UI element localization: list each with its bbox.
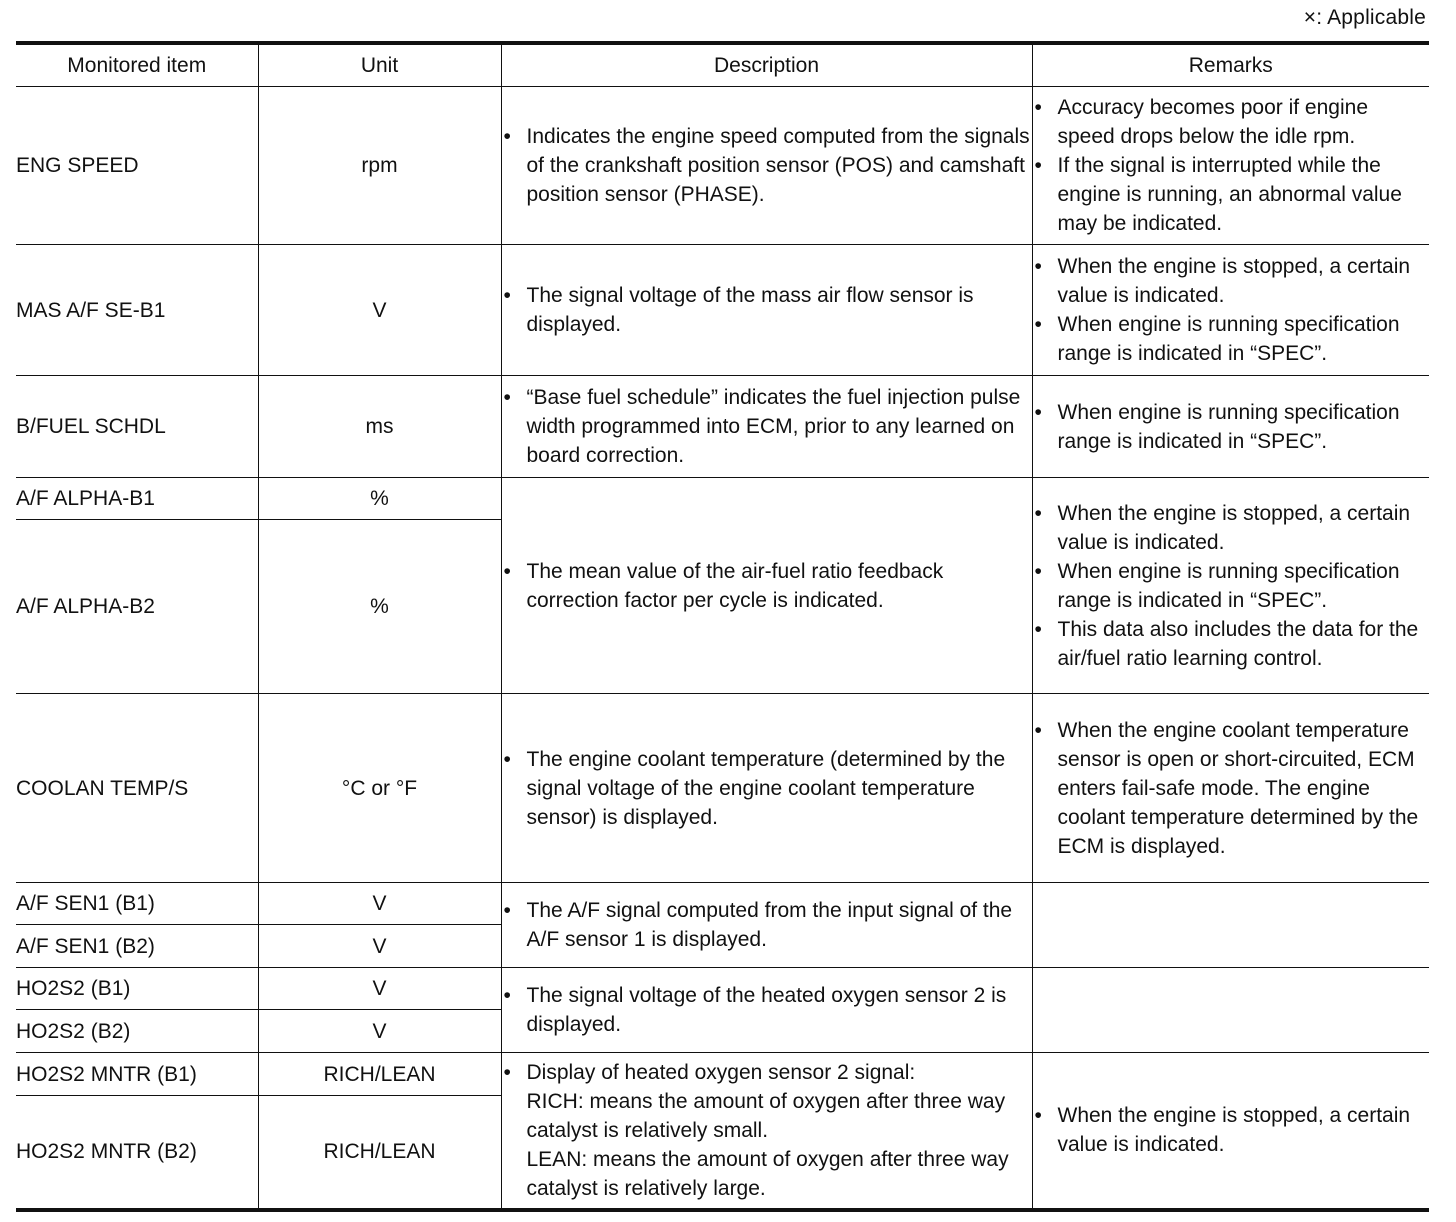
description-cell xyxy=(501,478,1032,694)
remarks-cell xyxy=(1032,1053,1429,1210)
table-row xyxy=(16,87,1429,245)
description-cell xyxy=(501,87,1032,245)
remarks-cell xyxy=(1032,376,1429,478)
description-text: • The signal voltage of the mass air flow sensor is displayed. xyxy=(502,281,1032,339)
table-row xyxy=(16,694,1429,883)
remark-item: • When the engine is stopped, a certain value is indicated. xyxy=(1033,499,1430,557)
remark-item: • When engine is running specification range is indicated in “SPEC”. xyxy=(1033,310,1430,368)
remarks-cell xyxy=(1032,478,1429,694)
unit-cell: V xyxy=(258,883,501,925)
description-cell xyxy=(501,1053,1032,1210)
item-cell: HO2S2 MNTR (B2) xyxy=(16,1096,258,1210)
item-cell: B/FUEL SCHDL xyxy=(16,376,258,478)
unit-cell: V xyxy=(258,968,501,1010)
monitor-items-table xyxy=(16,41,1429,1212)
item-cell: COOLAN TEMP/S xyxy=(16,694,258,883)
remarks-cell xyxy=(1032,694,1429,883)
table-row xyxy=(16,376,1429,478)
description-cell xyxy=(501,968,1032,1053)
description-text: • The signal voltage of the heated oxygen sensor 2 is displayed. xyxy=(502,981,1032,1039)
unit-cell: % xyxy=(258,478,501,520)
table-row xyxy=(16,245,1429,376)
unit-cell: rpm xyxy=(258,87,501,245)
remark-item: • When engine is running specification range is indicated in “SPEC”. xyxy=(1033,557,1430,615)
description-line-lean: LEAN: means the amount of oxygen after three way catalyst is relatively large. xyxy=(526,1147,1009,1200)
header-remarks: Remarks xyxy=(1032,43,1429,87)
remark-item: • This data also includes the data for the air/fuel ratio learning control. xyxy=(1033,615,1430,673)
header-row xyxy=(16,43,1429,87)
table-row xyxy=(16,968,1429,1010)
applicable-legend xyxy=(1304,6,1426,30)
table-row xyxy=(16,883,1429,925)
unit-cell: °C or °F xyxy=(258,694,501,883)
header-monitored-item: Monitored item xyxy=(16,43,258,87)
remark-item: • When the engine is stopped, a certain value is indicated. xyxy=(1033,1101,1430,1159)
header-description: Description xyxy=(501,43,1032,87)
item-cell: A/F ALPHA-B1 xyxy=(16,478,258,520)
description-text xyxy=(502,1058,1032,1203)
description-text: • The A/F signal computed from the input signal of the A/F sensor 1 is displayed. xyxy=(502,896,1032,954)
item-cell: A/F ALPHA-B2 xyxy=(16,520,258,694)
item-cell: HO2S2 MNTR (B1) xyxy=(16,1053,258,1096)
description-line-rich: RICH: means the amount of oxygen after three way catalyst is relatively small. xyxy=(526,1089,1006,1142)
description-cell xyxy=(501,694,1032,883)
description-cell xyxy=(501,883,1032,968)
description-cell xyxy=(501,376,1032,478)
applicable-mark: × xyxy=(1303,6,1317,29)
item-cell: HO2S2 (B2) xyxy=(16,1010,258,1053)
item-cell: MAS A/F SE-B1 xyxy=(16,245,258,376)
description-cell xyxy=(501,245,1032,376)
remark-item: • When engine is running specification range is indicated in “SPEC”. xyxy=(1033,398,1430,456)
remarks-cell xyxy=(1032,245,1429,376)
item-cell: HO2S2 (B1) xyxy=(16,968,258,1010)
unit-cell: ms xyxy=(258,376,501,478)
description-text: • The mean value of the air-fuel ratio feedback correction factor per cycle is indicated. xyxy=(502,557,1032,615)
unit-cell: V xyxy=(258,925,501,968)
description-text: • “Base fuel schedule” indicates the fuel injection pulse width programmed into ECM, prior to any learned on board correction. xyxy=(502,383,1032,470)
description-text: • Indicates the engine speed computed from the signals of the crankshaft position sensor (POS) and camshaft position sensor (PHASE). xyxy=(502,122,1032,209)
unit-cell: RICH/LEAN xyxy=(258,1053,501,1096)
item-cell: A/F SEN1 (B1) xyxy=(16,883,258,925)
remarks-cell xyxy=(1032,883,1429,968)
applicable-text: : Applicable xyxy=(1316,6,1426,29)
unit-cell: % xyxy=(258,520,501,694)
description-text: • The engine coolant temperature (determined by the signal voltage of the engine coolant temperature sensor) is displayed. xyxy=(502,745,1032,832)
remark-item: • If the signal is interrupted while the engine is running, an abnormal value may be indicated. xyxy=(1033,151,1430,238)
remark-item: • Accuracy becomes poor if engine speed drops below the idle rpm. xyxy=(1033,93,1430,151)
unit-cell: V xyxy=(258,245,501,376)
remarks-cell xyxy=(1032,968,1429,1053)
table-row xyxy=(16,478,1429,520)
remark-item: • When the engine is stopped, a certain value is indicated. xyxy=(1033,252,1430,310)
item-cell: ENG SPEED xyxy=(16,87,258,245)
unit-cell: RICH/LEAN xyxy=(258,1096,501,1210)
remark-item: • When the engine coolant temperature sensor is open or short-circuited, ECM enters fail-safe mode. The engine coolant temperature determined by the ECM is displayed. xyxy=(1033,716,1430,861)
description-line: • Display of heated oxygen sensor 2 signal: xyxy=(526,1060,916,1084)
table-row xyxy=(16,1053,1429,1096)
item-cell: A/F SEN1 (B2) xyxy=(16,925,258,968)
header-unit: Unit xyxy=(258,43,501,87)
unit-cell: V xyxy=(258,1010,501,1053)
remarks-cell xyxy=(1032,87,1429,245)
